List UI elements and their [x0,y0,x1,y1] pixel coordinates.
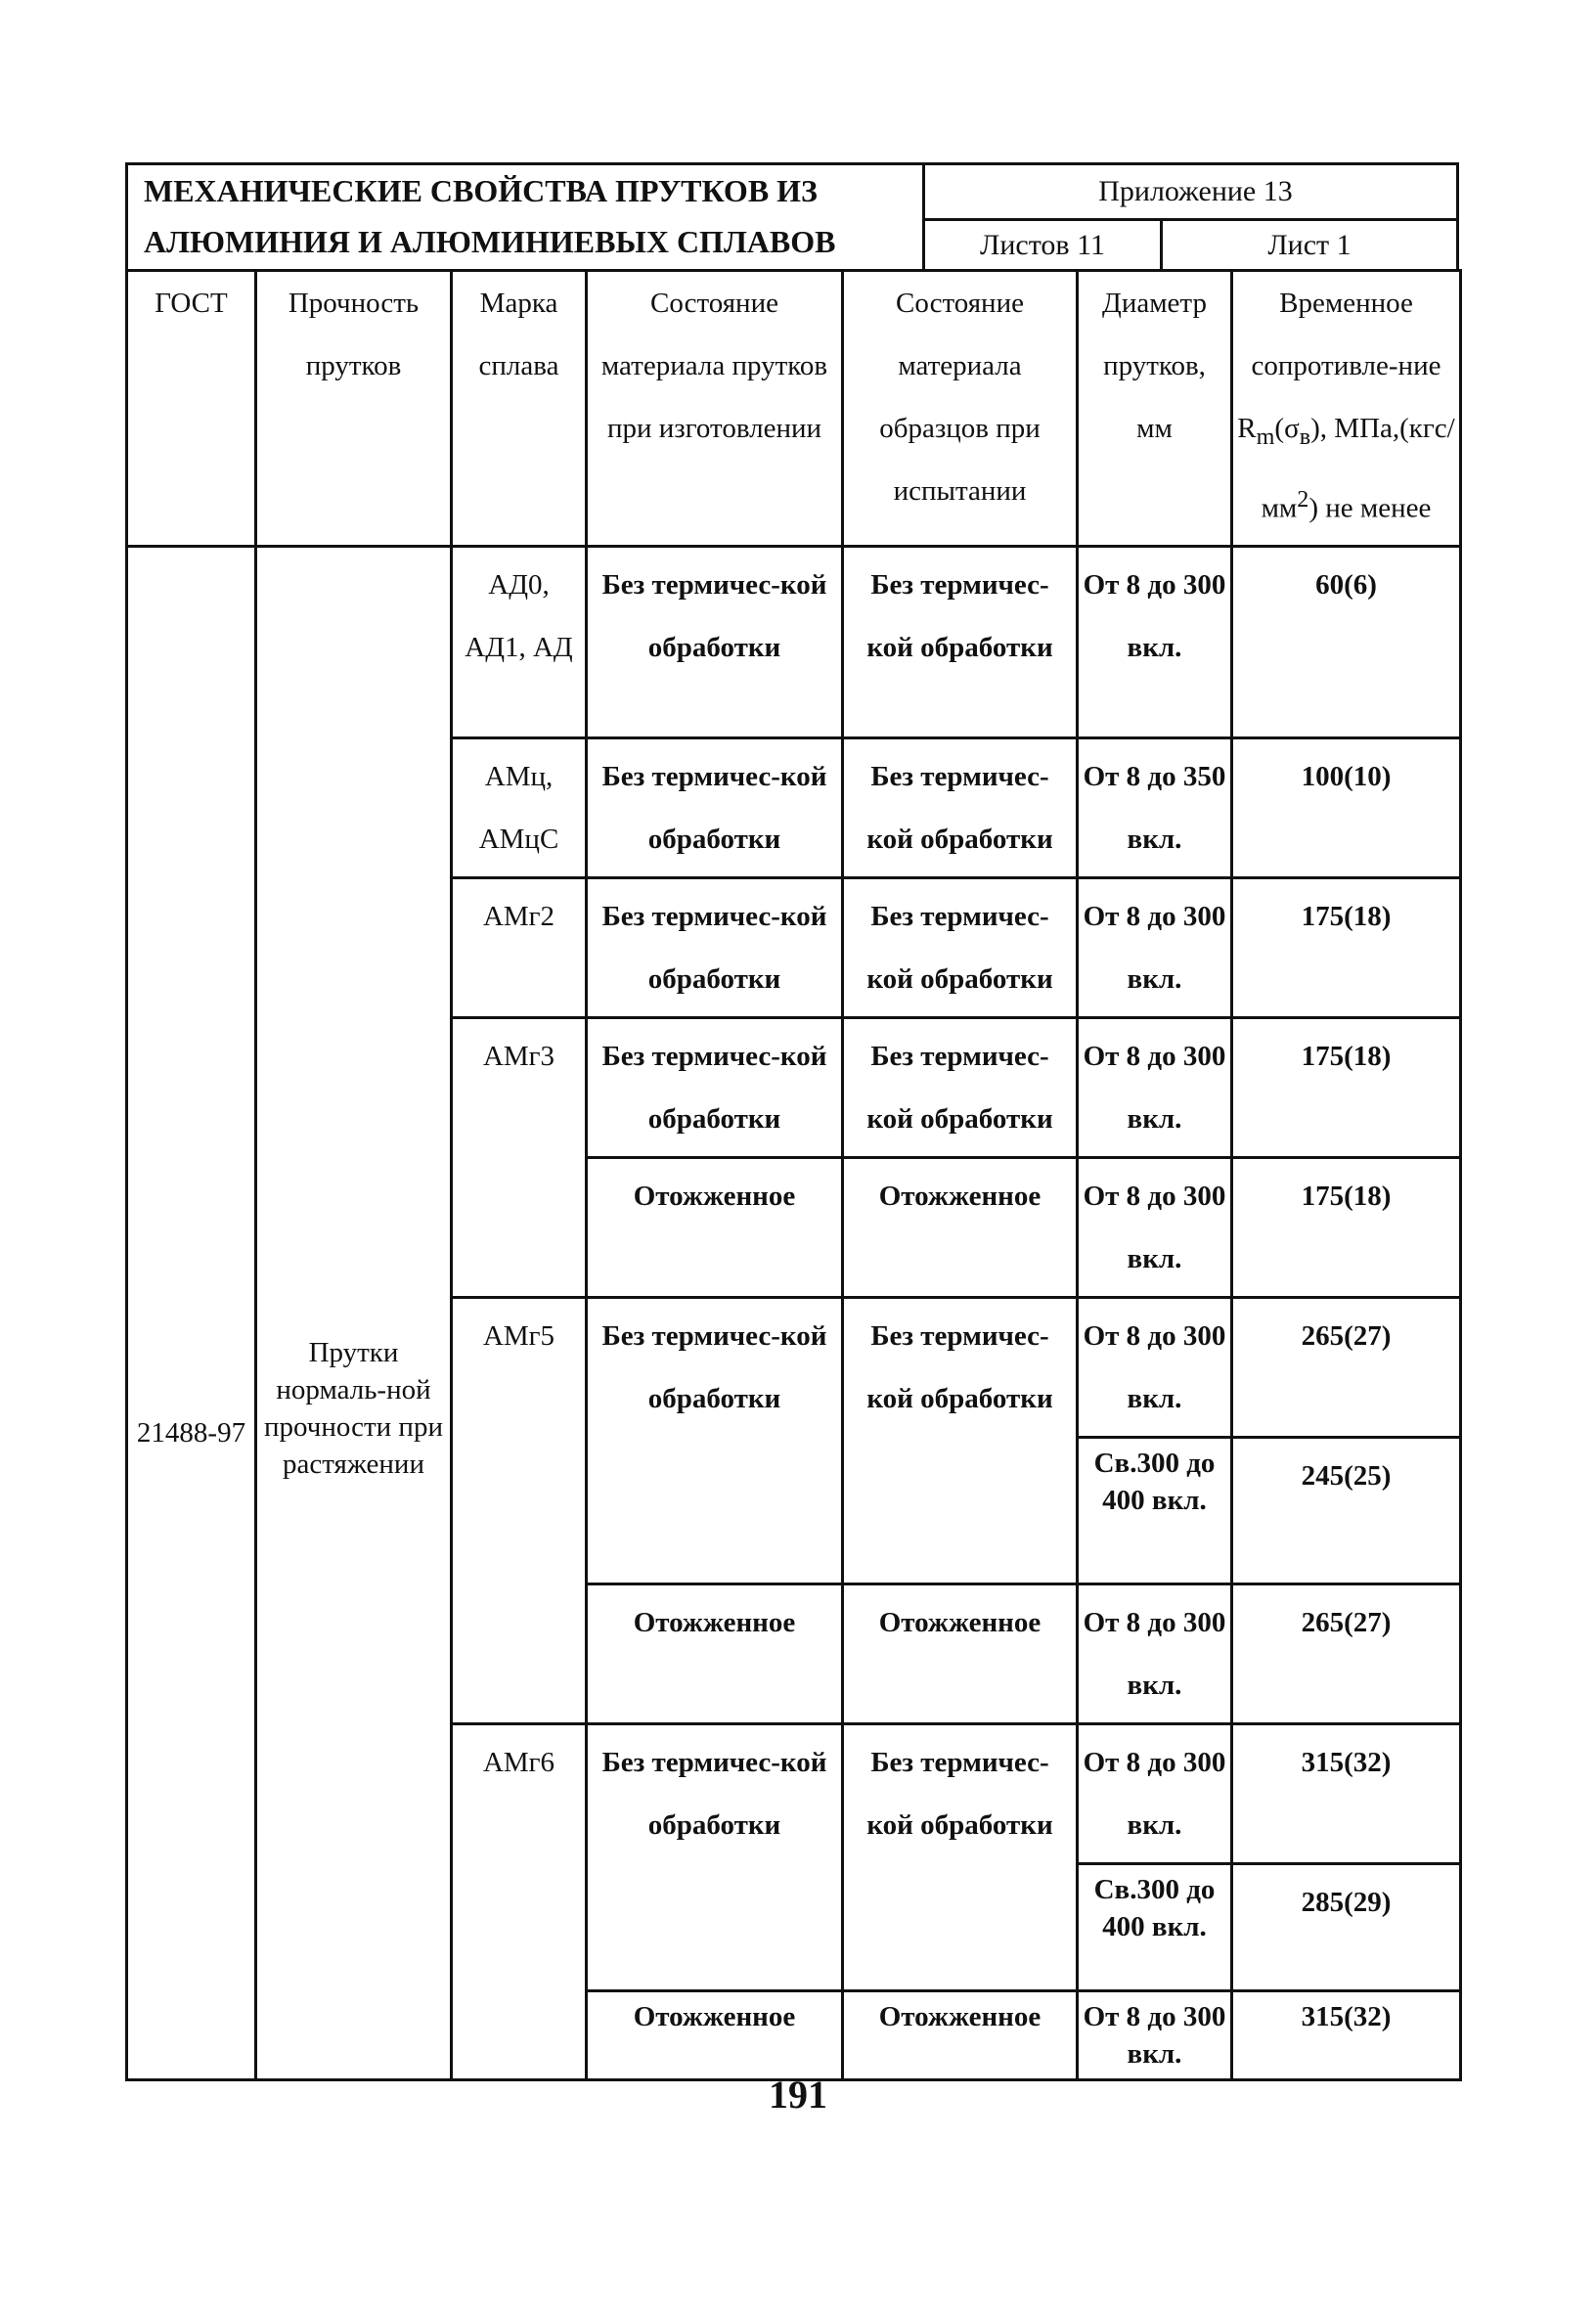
col-grade: Марка сплава [452,271,587,547]
col-gost: ГОСТ [127,271,256,547]
tensile-value-cell: 100(10) [1232,738,1461,878]
diameter-cell: От 8 до 300 вкл. [1078,1158,1232,1298]
tensile-text-4: ) не менее [1308,492,1432,524]
state-manufacture-cell: Отожженное [587,1158,843,1298]
col-strength: Прочность прутков [256,271,452,547]
grade-cell: АД0, АД1, АД [452,547,587,738]
state-testing-cell: Без термичес-кой обработки [843,547,1078,738]
state-manufacture-cell: Без термичес-кой обработки [587,1298,843,1584]
title-line-1: МЕХАНИЧЕСКИЕ СВОЙСТВА ПРУТКОВ ИЗ [144,173,818,208]
tensile-value-cell: 175(18) [1232,1018,1461,1158]
table-row [127,547,1461,738]
tensile-text-2: (σ [1274,413,1300,444]
state-testing-cell: Без термичес-кой обработки [843,1724,1078,1991]
state-manufacture-cell: Без термичес-кой обработки [587,878,843,1018]
page-number: 191 [769,2073,827,2117]
state-manufacture-cell: Без термичес-кой обработки [587,738,843,878]
grade-cell: АМг5 [452,1298,587,1724]
tensile-value-cell: 60(6) [1232,547,1461,738]
title-block [125,162,1459,269]
sheet-number: Лист 1 [1267,228,1352,261]
tensile-sub-m: m [1256,423,1275,450]
state-testing-cell: Без термичес-кой обработки [843,878,1078,1018]
grade-cell: АМг6 [452,1724,587,2080]
sheets-total: Листов 11 [925,221,1163,269]
title-line-2: АЛЮМИНИЯ И АЛЮМИНИЕВЫХ СПЛАВОВ [144,224,836,259]
tensile-value-cell: 265(27) [1232,1584,1461,1724]
tensile-text-3: ), МПа,(кгс/мм [1261,413,1455,524]
diameter-cell: От 8 до 300 вкл. [1078,878,1232,1018]
state-manufacture-cell: Без термичес-кой обработки [587,1018,843,1158]
tensile-value-cell: 285(29) [1232,1864,1461,1991]
state-testing-cell: Отожженное [843,1991,1078,2080]
grade-cell: АМц, АМцС [452,738,587,878]
sheet-info [925,165,1456,269]
col-state-testing: Состояние материала образцов при испытании [843,271,1078,547]
tensile-value-cell: 315(32) [1232,1991,1461,2080]
diameter-cell: Св.300 до 400 вкл. [1078,1438,1232,1584]
appendix-label: Приложение 13 [925,165,1456,221]
tensile-value-cell: 175(18) [1232,878,1461,1018]
state-testing-cell: Без термичес-кой обработки [843,1018,1078,1158]
sheet-counter-row [925,221,1456,269]
tensile-sub-v: в [1299,423,1311,450]
grade-cell: АМг3 [452,1018,587,1298]
diameter-cell: От 8 до 300 вкл. [1078,1724,1232,1864]
diameter-cell: От 8 до 350 вкл. [1078,738,1232,878]
state-testing-cell: Без термичес-кой обработки [843,1298,1078,1584]
state-manufacture-cell: Без термичес-кой обработки [587,1724,843,1991]
tensile-sup: 2 [1297,485,1309,513]
diameter-cell: Св.300 до 400 вкл. [1078,1864,1232,1991]
document-title [128,165,925,269]
col-tensile-strength [1232,271,1461,547]
diameter-cell: От 8 до 300 вкл. [1078,1991,1232,2080]
tensile-value-cell: 175(18) [1232,1158,1461,1298]
tensile-text-1: Временное сопротивле-ние R [1237,288,1441,444]
diameter-cell: От 8 до 300 вкл. [1078,1584,1232,1724]
grade-cell: АМг2 [452,878,587,1018]
col-diameter: Диаметр прутков, мм [1078,271,1232,547]
state-testing-cell: Без термичес-кой обработки [843,738,1078,878]
col-state-manufacture: Состояние материала прутков при изготовлении [587,271,843,547]
diameter-cell: От 8 до 300 вкл. [1078,1298,1232,1438]
properties-table [125,269,1462,2081]
table-header-row [127,271,1461,547]
tensile-value-cell: 265(27) [1232,1298,1461,1438]
diameter-cell: От 8 до 300 вкл. [1078,1018,1232,1158]
state-testing-cell: Отожженное [843,1158,1078,1298]
state-testing-cell: Отожженное [843,1584,1078,1724]
tensile-value-cell: 315(32) [1232,1724,1461,1864]
state-manufacture-cell: Отожженное [587,1584,843,1724]
document-sheet [125,162,1459,2081]
tensile-value-cell: 245(25) [1232,1438,1461,1584]
diameter-cell: От 8 до 300 вкл. [1078,547,1232,738]
strength-cell: Прутки нормаль-ной прочности при растяжении [256,547,452,2080]
state-manufacture-cell: Отожженное [587,1991,843,2080]
gost-cell: 21488-97 [127,547,256,2080]
state-manufacture-cell: Без термичес-кой обработки [587,547,843,738]
